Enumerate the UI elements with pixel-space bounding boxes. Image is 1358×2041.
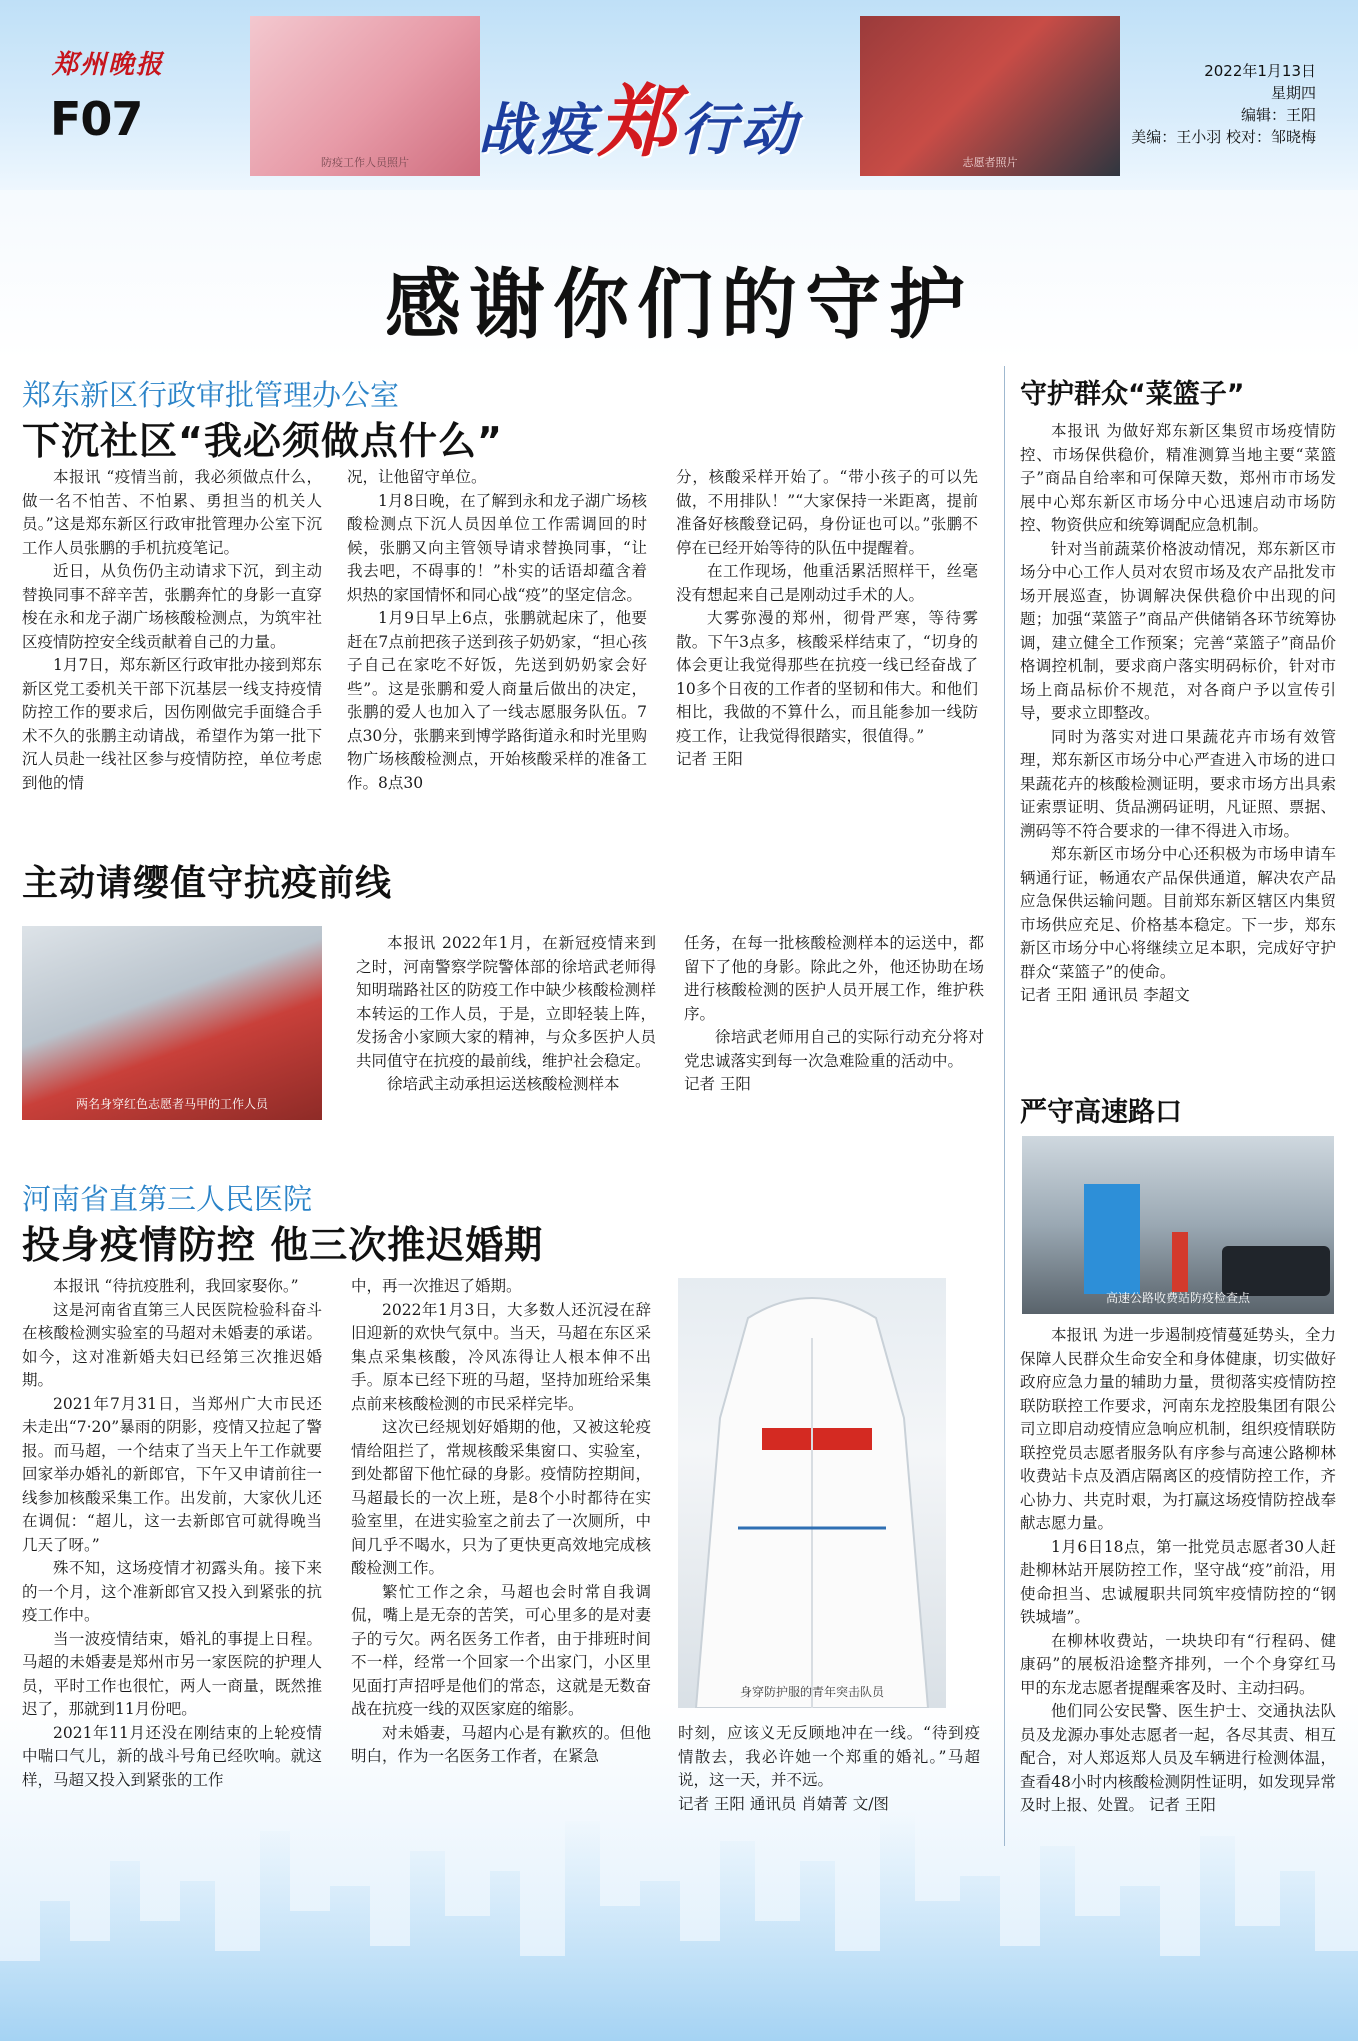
page-title: 感谢你们的守护 — [385, 260, 973, 349]
paragraph: 殊不知，这场疫情才初露头角。接下来的一个月，这个准新郎官又投入到紧张的抗疫工作中。 — [22, 1559, 322, 1624]
paragraph: 徐培武主动承担运送核酸检测样本 — [387, 1075, 620, 1093]
article2-col1 — [356, 932, 656, 1132]
banner-photo-right — [860, 16, 1120, 176]
article3-photo — [678, 1278, 946, 1708]
edition-art-editor: 美编：王小羽 校对：邹晓梅 — [1131, 128, 1316, 146]
paragraph: 1月6日18点，第一批党员志愿者30人赶赴柳林站开展防控工作，坚守战“疫”前沿，用使命担当、忠诚履职共同筑牢疫情防控的“钢铁城墙”。 — [1020, 1537, 1336, 1626]
paragraph: 本报讯 “待抗疫胜利，我回家娶你。” — [53, 1277, 299, 1295]
banner-photo-left — [250, 16, 480, 176]
byline: 记者 王阳 — [684, 1075, 751, 1093]
article5-photo-label: 高速公路收费站防疫检查点 — [1105, 1291, 1250, 1305]
page-number: F07 — [50, 92, 143, 146]
paragraph: 中，再一次推迟了婚期。 — [351, 1277, 522, 1295]
paragraph: 郑东新区市场分中心还积极为市场申请车辆通行证，畅通农产品保供通道，解决农产品应急保供运输问题。目前郑东新区辖区内集贸市场供应充足、价格基本稳定。下一步，郑东新区市场分中心将继续立足本职，完成好守护群众“菜篮子”的使命。 — [1020, 845, 1336, 981]
column-title-post: 行动 — [680, 97, 801, 163]
column-title-big: 郑 — [598, 77, 681, 168]
edition-editor: 编辑：王阳 — [1240, 106, 1316, 124]
article1-kicker: 郑东新区行政审批管理办公室 — [22, 378, 400, 412]
paragraph: 这次已经规划好婚期的他，又被这轮疫情给阻拦了，常规核酸采集窗口、实验室，到处都留下他忙碌的身影。疫情防控期间，马超最长的一次上班，是8个小时都待在实验室里，在进实验室之前去了一次厕所，中间几乎不喝水，只为了更快更高效地完成核酸检测工作。 — [351, 1418, 651, 1577]
byline: 记者 王阳 通讯员 肖婧菁 文/图 — [678, 1794, 889, 1813]
article1-col2 — [347, 466, 647, 812]
paragraph: 徐培武老师用自己的实际行动充分将对党忠诚落实到每一次急难险重的活动中。 — [684, 1028, 984, 1070]
paragraph: 同时为落实对进口果蔬花卉市场有效管理，郑东新区市场分中心严查进入市场的进口果蔬花卉的核酸检测证明，要求市场方出具索证索票证明、货品溯码证明，凡证照、票据、溯码等不符合要求的一律不得进入市场。 — [1020, 727, 1336, 840]
paper-name: 郑州晚报 — [52, 50, 165, 80]
paragraph: 1月9日早上6点，张鹏就起床了，他要赶在7点前把孩子送到孩子奶奶家，“担心孩子自己在家吃不好饭，先送到奶奶家会好些”。这是张鹏和爱人商量后做出的决定，张鹏的爱人也加入了一线志愿服务队伍。7点30分，张鹏来到博学路街道永和时光里购物广场核酸检测点，开始核酸采样的准备工作。8点30 — [347, 609, 647, 792]
paragraph: 在工作现场，他重活累活照样干，丝毫没有想起来自己是刚动过手术的人。 — [676, 562, 978, 604]
byline: 记者 王阳 — [676, 750, 743, 768]
article2-photo — [22, 926, 322, 1120]
article4-headline: 守护群众“菜篮子” — [1020, 379, 1245, 410]
article1-headline: 下沉社区“我必须做点什么” — [22, 419, 503, 463]
byline: 记者 王阳 通讯员 李超文 — [1020, 986, 1190, 1004]
column-divider — [1004, 366, 1005, 1846]
paragraph: 任务，在每一批核酸检测样本的运送中，都留下了他的身影。除此之外，他还协助在场进行核酸检测的医护人员开展工作，维护秩序。 — [684, 934, 984, 1023]
article1-col3 — [676, 466, 978, 812]
paragraph: 2022年1月3日，大多数人还沉浸在辞旧迎新的欢快气氛中。当天，马超在东区采集点采集核酸，冷风冻得让人根本伸不出手。原本已经下班的马超，坚持加班给采集点前来核酸检测的市民采样完毕。 — [351, 1300, 651, 1413]
paragraph: 这是河南省直第三人民医院检验科奋斗在核酸检测实验室的马超对未婚妻的承诺。如今，这对准新婚夫妇已经第三次推迟婚期。 — [22, 1300, 322, 1389]
paragraph: 1月7日，郑东新区行政审批办接到郑东新区党工委机关干部下沉基层一线支持疫情防控工作的要求后，因伤刚做完手面缝合手术不久的张鹏主动请战，希望作为第一批下沉人员赴一线社区参与疫情防控，单位考虑到他的情 — [22, 656, 322, 792]
banner-photo-left-label: 防疫工作人员照片 — [321, 156, 409, 169]
paragraph: 2021年7月31日，当郑州广大市民还未走出“7·20”暴雨的阴影，疫情又拉起了警报。而马超，一个结束了当天上午工作就要回家举办婚礼的新郎官，下午又申请前往一线参加核酸采集工作。出发前，大家伙儿还在调侃：“超儿，这一去新郎官可就得晚当几天了呀。” — [22, 1394, 322, 1554]
column-title-pre: 战疫 — [478, 97, 598, 163]
paragraph: 在柳林收费站，一块块印有“行程码、健康码”的展板沿途整齐排列，一个个身穿红马甲的东龙志愿者提醒乘客及时、主动扫码。 — [1020, 1631, 1336, 1697]
article5-photo — [1022, 1136, 1334, 1314]
banner-photo-right-label: 志愿者照片 — [962, 156, 1018, 169]
paragraph: 他们同公安民警、医生护士、交通执法队员及龙源办事处志愿者一起，各尽其责、相互配合，对人郑返郑人员及车辆进行检测体温，查看48小时内核酸检测阴性证明，如发现异常及时上报、处置。 记者 王阳 — [1020, 1702, 1336, 1814]
edition-meta — [1131, 60, 1316, 148]
paragraph: 本报讯 为进一步遏制疫情蔓延势头，全力保障人民群众生命安全和身体健康，切实做好政府应急力量的辅助力量，贯彻落实疫情防控联防联控工作要求，河南东龙控股集团有限公司立即启动疫情应急响应机制，组织疫情联防联控党员志愿者服务队有序参与高速公路柳林收费站卡点及酒店隔离区的疫情防控工作，齐心协力、共克时艰，为打赢这场疫情防控战奉献志愿力量。 — [1020, 1326, 1336, 1532]
edition-weekday: 星期四 — [1270, 84, 1316, 102]
city-skyline-decoration — [0, 1711, 1358, 2041]
protective-suit-illustration — [678, 1278, 946, 1708]
article3-photo-label: 身穿防护服的青年突击队员 — [739, 1685, 884, 1699]
paragraph: 时刻，应该义无反顾地冲在一线。“待到疫情散去，我必许她一个郑重的婚礼。”马超说，这一天，并不远。 — [678, 1724, 980, 1789]
article5-headline: 严守高速路口 — [1020, 1097, 1182, 1128]
article2-photo-label: 两名身穿红色志愿者马甲的工作人员 — [75, 1097, 268, 1111]
paragraph: 对未婚妻，马超内心是有歉疚的。但他明白，作为一名医务工作者，在紧急 — [351, 1723, 651, 1765]
paragraph: 本报讯 2022年1月，在新冠疫情来到之时，河南警察学院警体部的徐培武老师得知明瑞路社区的防疫工作中缺少核酸检测样本转运的工作人员，于是，立即轻装上阵，发扬舍小家顾大家的精神，与众多医护人员共同值守在抗疫的最前线，维护社会稳定。 — [356, 934, 656, 1070]
page-header — [0, 0, 1358, 190]
article1-col1 — [22, 466, 322, 812]
article2-col2 — [684, 932, 984, 1132]
paragraph: 1月8日晚，在了解到永和龙子湖广场核酸检测点下沉人员因单位工作需调回的时候，张鹏又向主管领导请求替换同事，“让我去吧，不碍事的！”朴实的话语却蕴含着炽热的家国情怀和同心战“疫”的坚定信念。 — [347, 491, 647, 604]
paragraph: 况，让他留守单位。 — [347, 468, 487, 486]
edition-date: 2022年1月13日 — [1204, 62, 1316, 80]
paragraph: 2021年11月还没在刚结束的上轮疫情中喘口气儿，新的战斗号角已经吹响。就这样，马超又投入到紧张的工作 — [22, 1723, 322, 1789]
info-board — [1084, 1184, 1140, 1294]
paragraph: 近日，从负伤仍主动请求下沉，到主动替换同事不辞辛苦，张鹏奔忙的身影一直穿梭在永和龙子湖广场核酸检测点，为筑牢社区疫情防控安全线贡献着自己的力量。 — [22, 562, 322, 651]
paragraph: 分，核酸采样开始了。“带小孩子的可以先做，不用排队！”“大家保持一米距离，提前准备好核酸登记码，身份证也可以。”张鹏不停在已经开始等待的队伍中提醒着。 — [676, 468, 978, 557]
column-title — [478, 60, 800, 172]
paragraph: 本报讯 “疫情当前，我必须做点什么，做一名不怕苦、不怕累、勇担当的机关人员。”这是郑东新区行政审批管理办公室下沉工作人员张鹏的手机抗疫笔记。 — [22, 468, 322, 557]
paragraph: 针对当前蔬菜价格波动情况，郑东新区市场分中心工作人员对农贸市场及农产品批发市场开展巡查，协调解决保供稳价中出现的问题；加强“菜篮子”商品产供储销各环节统筹协调，建立健全工作预案；完善“菜篮子”商品价格调控机制，要求商户落实明码标价，针对市场上商品标价不规范，对各商户予以宣传引导，要求立即整改。 — [1020, 539, 1336, 722]
paragraph: 大雾弥漫的郑州，彻骨严寒，等待雾散。下午3点多，核酸采样结束了，“切身的体会更让我觉得那些在抗疫一线已经奋战了10多个日夜的工作者的坚韧和伟大。和他们相比，我做的不算什么，而且能参加一线防疫工作，让我觉得很踏实，很值得。” — [676, 609, 978, 745]
volunteer-figure — [1172, 1232, 1188, 1292]
paragraph: 当一波疫情结束，婚礼的事提上日程。马超的未婚妻是郑州市另一家医院的护理人员，平时工作也很忙，两人一商量，既然推迟了，那就到11月份吧。 — [22, 1629, 322, 1718]
article3-kicker: 河南省直第三人民医院 — [22, 1182, 313, 1216]
article4-col — [1020, 420, 1336, 1040]
article2-headline: 主动请缨值守抗疫前线 — [22, 863, 393, 904]
paragraph: 本报讯 为做好郑东新区集贸市场疫情防控、市场保供稳价，精准测算当地主要“菜篮子”商品自给率和可保障天数，郑州市市场发展中心郑东新区市场分中心迅速启动市场防控、物资供应和统筹调配应急机制。 — [1020, 422, 1336, 534]
paragraph: 繁忙工作之余，马超也会时常自我调侃，嘴上是无奈的苦笑，可心里多的是对妻子的亏欠。两名医务工作者，由于排班时间不一样，经常一个回家一个出家门，小区里见面打声招呼是他们的常态，这就是无数奋战在抗疫一线的双医家庭的缩影。 — [351, 1582, 651, 1718]
article3-headline: 投身疫情防控 他三次推迟婚期 — [22, 1223, 544, 1267]
